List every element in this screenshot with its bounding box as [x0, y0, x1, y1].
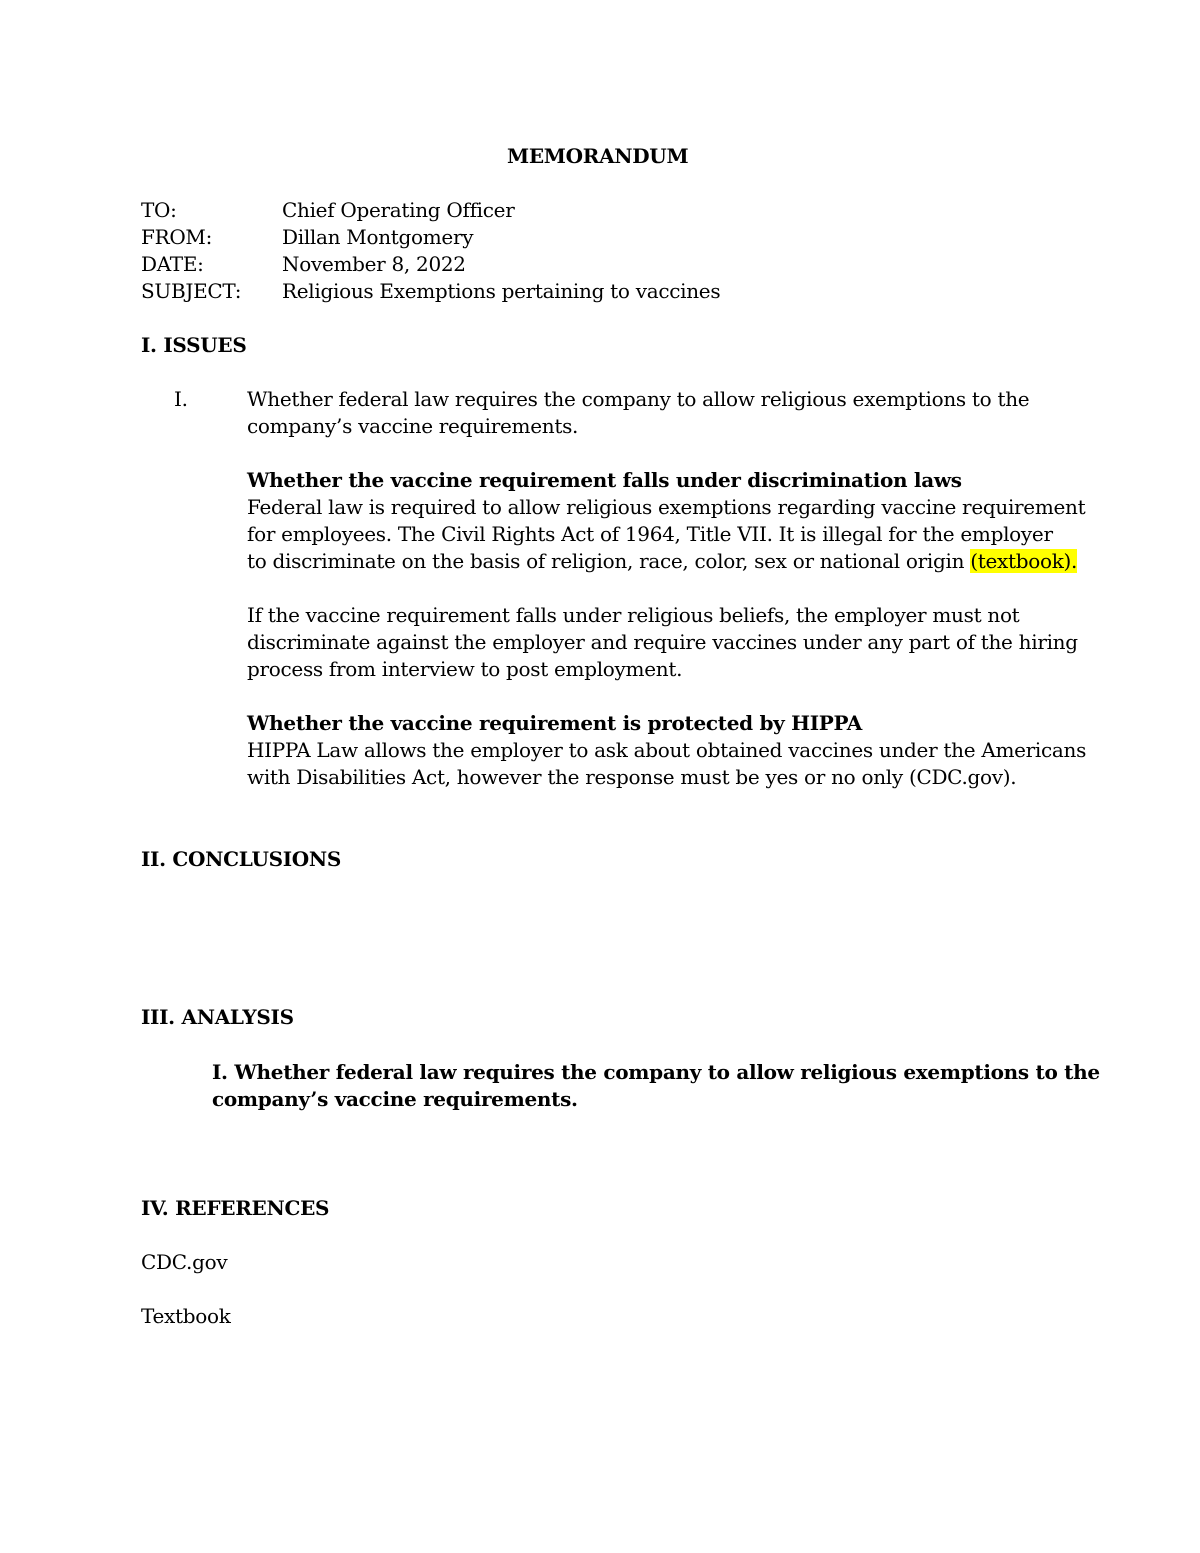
- paragraph-line-1: If the vaccine requirement falls under religious beliefs, the employer must not: [247, 603, 1020, 627]
- hippa-text-line-1: HIPPA Law allows the employer to ask about obtained vaccines under the Americans: [247, 738, 1087, 762]
- subsection-text-line-3: [247, 548, 1077, 575]
- subsection-text-line-1: Federal law is required to allow religious exemptions regarding vaccine requirement: [247, 495, 1086, 519]
- subject-value: Religious Exemptions pertaining to vaccines: [282, 279, 721, 303]
- issue-item-line-2: company’s vaccine requirements.: [247, 414, 579, 438]
- hippa-text-line-2: with Disabilities Act, however the response must be yes or no only (CDC.gov).: [247, 765, 1017, 789]
- issues-heading: I. ISSUES: [141, 333, 247, 357]
- subject-label: SUBJECT:: [141, 279, 242, 303]
- subsection-text-line-3-body: to discriminate on the basis of religion, race, color, sex or national origin: [247, 549, 965, 573]
- from-label: FROM:: [141, 225, 213, 249]
- reference-item: CDC.gov: [141, 1250, 228, 1274]
- reference-item: Textbook: [141, 1304, 231, 1328]
- to-value: Chief Operating Officer: [282, 198, 515, 222]
- subsection-heading-hippa: Whether the vaccine requirement is protected by HIPPA: [247, 711, 863, 735]
- paragraph-line-3: process from interview to post employment.: [247, 657, 683, 681]
- date-label: DATE:: [141, 252, 204, 276]
- references-heading: IV. REFERENCES: [141, 1196, 330, 1220]
- issue-item-number: I.: [174, 387, 188, 411]
- highlighted-citation: (textbook).: [970, 549, 1078, 573]
- from-value: Dillan Montgomery: [282, 225, 474, 249]
- issue-item-line-1: Whether federal law requires the company to allow religious exemptions to the: [247, 387, 1030, 411]
- analysis-item-line-1: I. Whether federal law requires the company to allow religious exemptions to the: [212, 1060, 1100, 1084]
- to-label: TO:: [141, 198, 177, 222]
- date-value: November 8, 2022: [282, 252, 466, 276]
- analysis-item-line-2: company’s vaccine requirements.: [212, 1087, 578, 1111]
- subsection-heading-discrimination: Whether the vaccine requirement falls under discrimination laws: [247, 468, 962, 492]
- conclusions-heading: II. CONCLUSIONS: [141, 847, 342, 871]
- paragraph-line-2: discriminate against the employer and require vaccines under any part of the hiring: [247, 630, 1078, 654]
- analysis-heading: III. ANALYSIS: [141, 1005, 294, 1029]
- subsection-text-line-2: for employees. The Civil Rights Act of 1964, Title VII. It is illegal for the employer: [247, 522, 1053, 546]
- memo-title: MEMORANDUM: [507, 144, 689, 168]
